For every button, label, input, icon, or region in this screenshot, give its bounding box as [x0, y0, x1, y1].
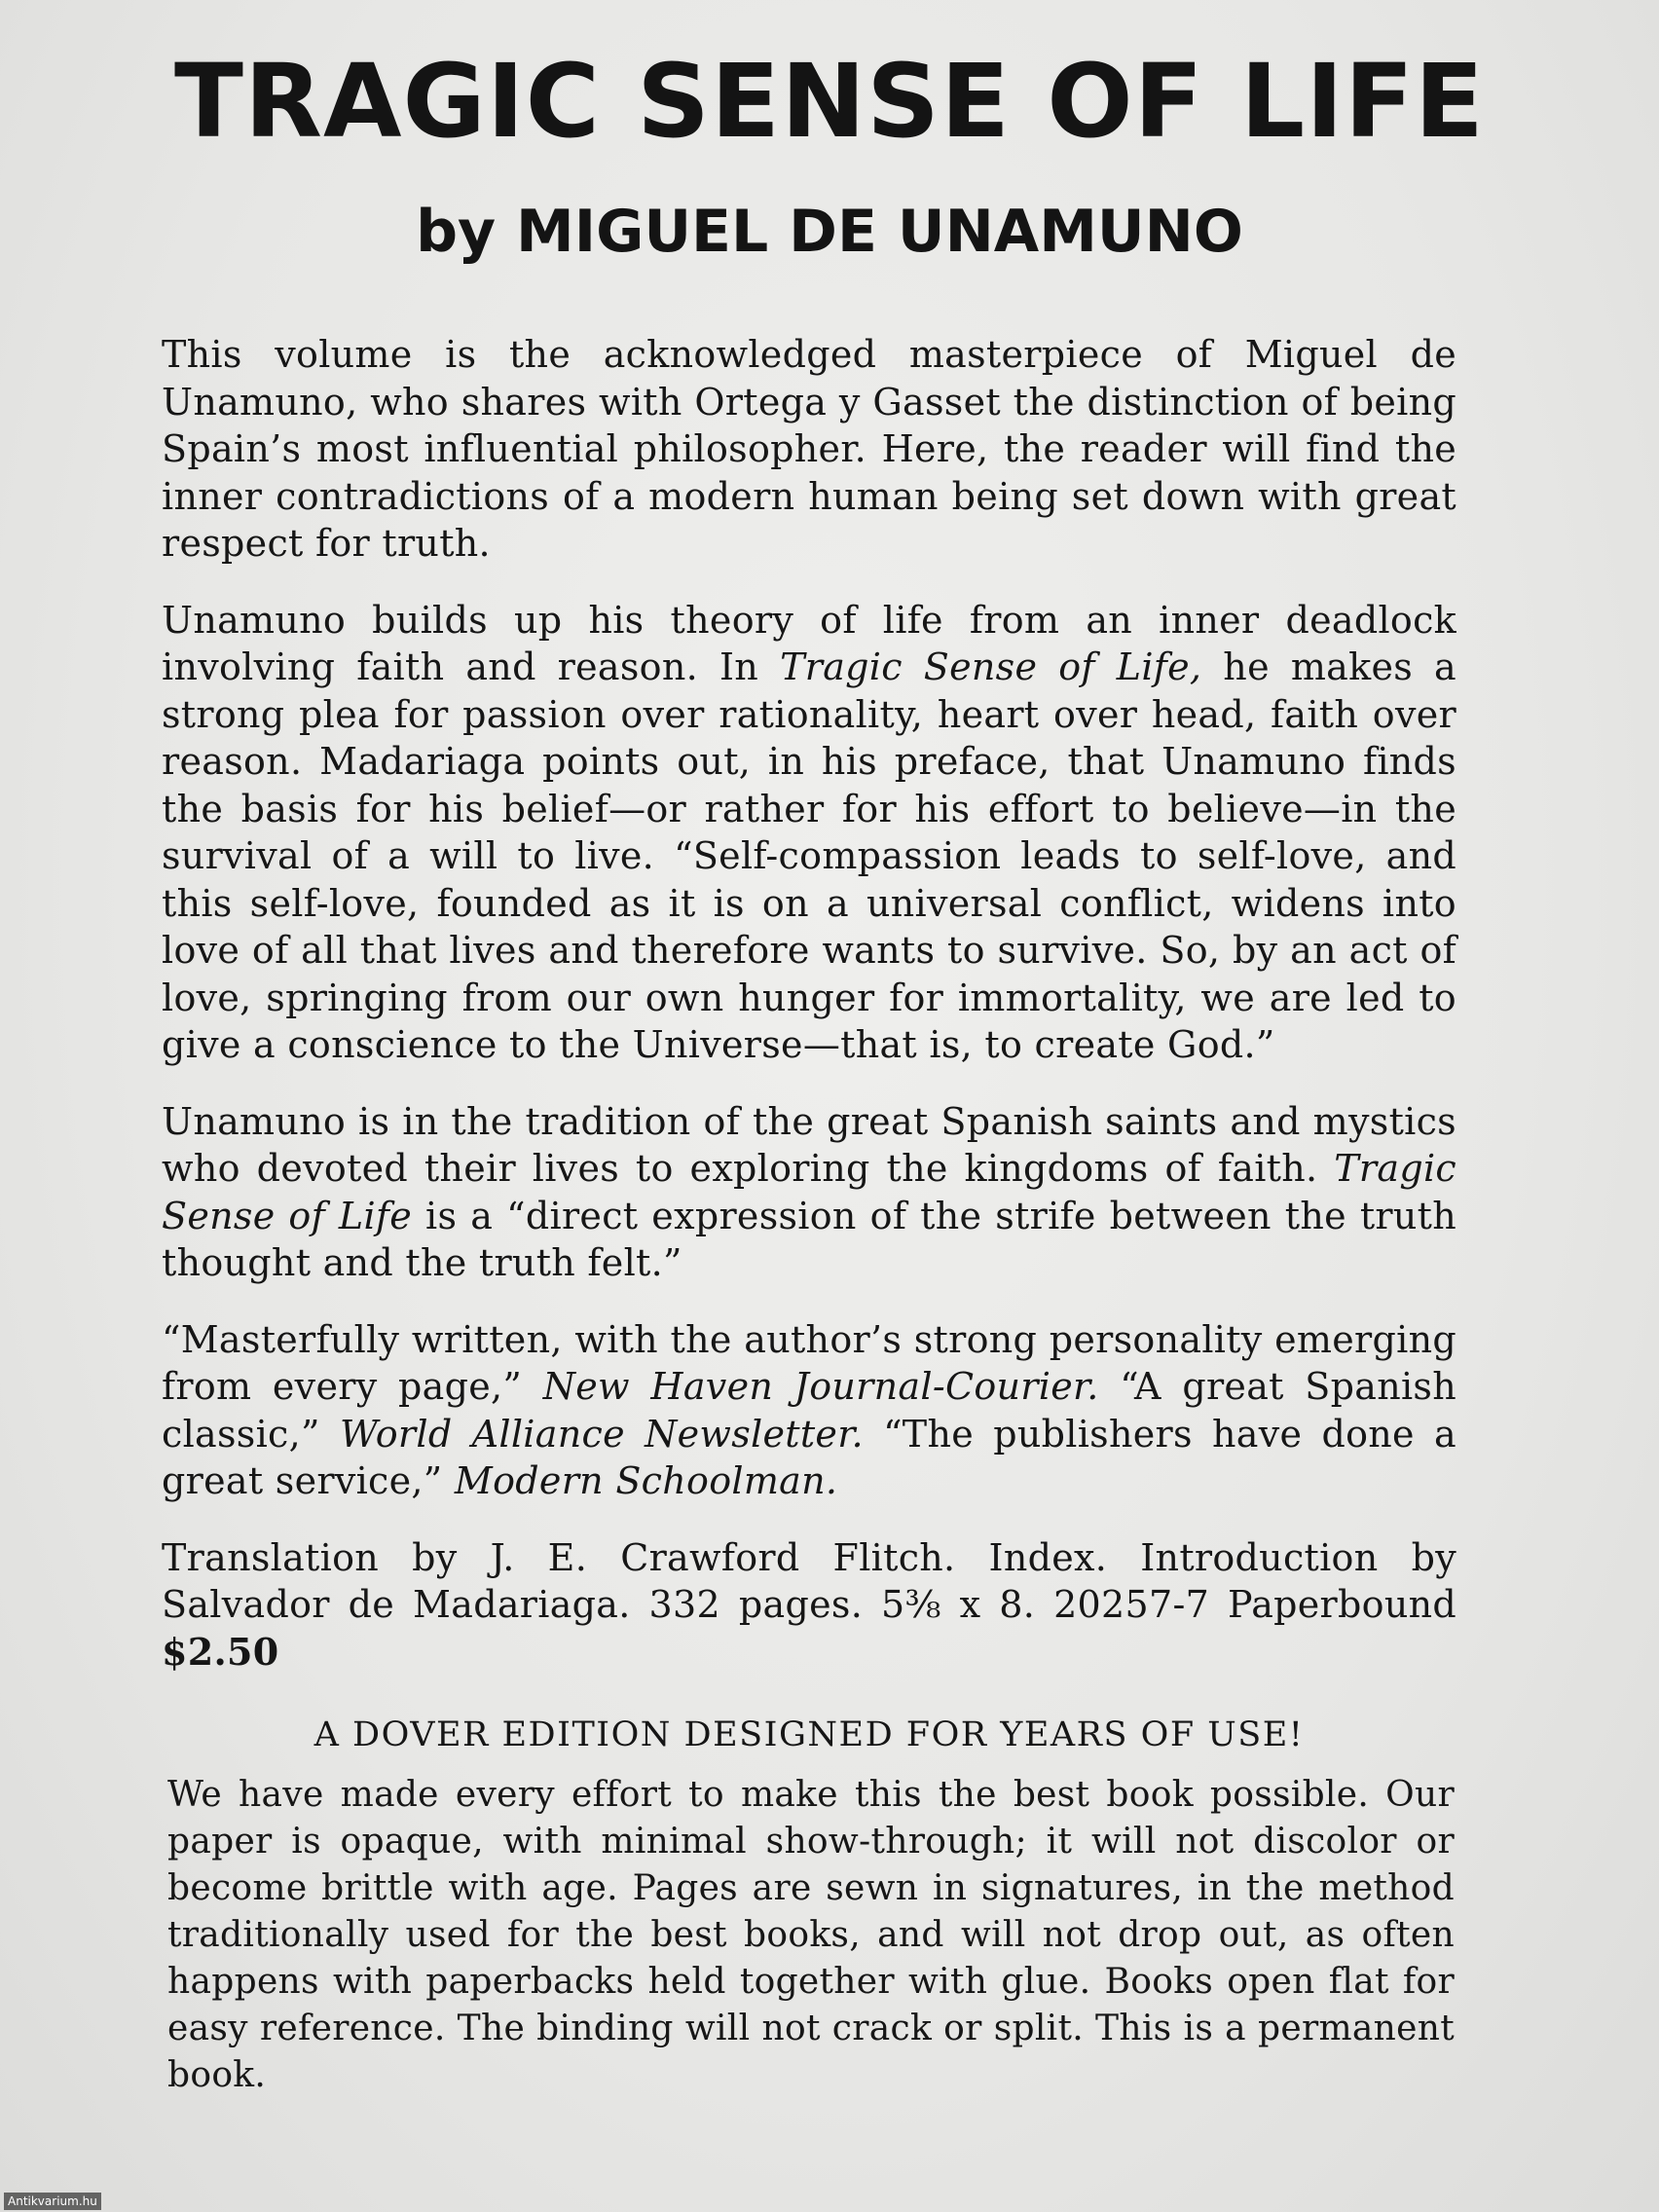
review-source: Modern Schoolman. — [454, 1459, 838, 1502]
paragraph-tradition — [162, 1098, 1456, 1287]
paragraph-intro: This volume is the acknowledged masterpiece of Miguel de Unamuno, who shares with Ortega y Gasset the distinction of being Spain’s most influential philosopher. Here, the reader will find the inner contradictions of a modern human being set down with great respect for truth. — [162, 333, 1456, 565]
dover-heading: A DOVER EDITION DESIGNED FOR YEARS OF USE! — [313, 1715, 1305, 1754]
book-title-italic: Tragic Sense of Life — [162, 1147, 1456, 1237]
text-run: is a “direct expression of the strife between the truth thought and the truth felt.” — [162, 1194, 1456, 1284]
text-run: Unamuno is in the tradition of the great Spanish saints and mystics who devoted their lives to exploring the kingdoms of faith. — [162, 1099, 1456, 1190]
text-run: “Masterfully written, with the author’s strong personality emerging from every page,” — [162, 1317, 1456, 1408]
price: $2.50 — [162, 1629, 279, 1674]
book-title-italic: Tragic Sense of Life, — [780, 645, 1202, 688]
review-source: New Haven Journal-Courier. — [542, 1365, 1099, 1408]
text-run: “The publishers have done a great service,” — [162, 1412, 1457, 1502]
author-byline: by MIGUEL DE UNAMUNO — [416, 198, 1243, 266]
dover-text: We have made every effort to make this the best book possible. Our paper is opaque, with minimal show-through; it will not discolor or become brittle with age. Pages are sewn in signatures, in the method traditionally used for the best books, and will not drop out, as often happens with paperbacks held together with glue. Books open flat for easy reference. The binding will not crack or split. This is a permanent book. — [167, 1775, 1455, 2095]
text-run: Translation by J. E. Crawford Flitch. Index. Introduction by Salvador de Madariaga. 332 pages. 5⅜ x 8. 20257-7 Paperbound — [162, 1535, 1456, 1626]
paragraph-reviews — [162, 1316, 1456, 1505]
watermark: Antikvarium.hu — [4, 2193, 101, 2210]
paragraph-details — [162, 1534, 1456, 1677]
book-title: TRAGIC SENSE OF LIFE — [174, 42, 1485, 161]
text-run: “A great Spanish classic,” — [162, 1365, 1457, 1456]
description-block — [162, 331, 1456, 1705]
review-source: World Alliance Newsletter. — [339, 1412, 864, 1456]
text-run: Unamuno builds up his theory of life from an inner deadlock involving faith and reason. In — [162, 598, 1456, 688]
paragraph-theory — [162, 597, 1456, 1069]
text-run: he makes a strong plea for passion over rationality, heart over head, faith over reason. Madariaga points out, in his preface, that Unamuno finds the basis for his belief—or rather for his effort to believe—in the survival of a will to live. “Self-compassion leads to self-love, and this self-love, founded as it is on a universal conflict, widens into love of all that lives and therefore wants to survive. So, by an act of love, springing from our own hunger for immortality, we are led to give a conscience to the Universe—that is, to create God.” — [162, 645, 1456, 1066]
